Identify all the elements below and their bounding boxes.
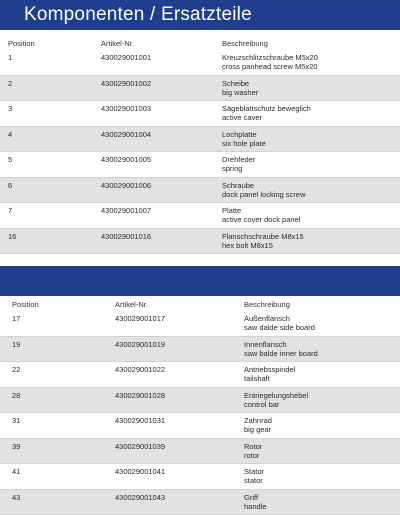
description-english: tailshaft xyxy=(244,374,270,383)
position-cell: 6 xyxy=(8,180,13,190)
article-number-cell: 430029001017 xyxy=(115,314,166,323)
table-row xyxy=(0,413,400,439)
description-german: Lochplatte xyxy=(222,129,257,139)
description-english: six hole plate xyxy=(222,138,266,148)
description-english: saw balde inner board xyxy=(244,348,318,358)
description-cell xyxy=(244,340,318,358)
description-cell xyxy=(244,467,264,485)
description-english: stator xyxy=(244,476,263,485)
description-cell xyxy=(222,79,258,97)
section-band xyxy=(0,266,400,296)
column-header-position: Position xyxy=(8,39,35,48)
description-german: Außenflansch xyxy=(244,314,290,323)
header-band xyxy=(0,0,400,30)
description-german: Zahnrad xyxy=(244,416,272,425)
article-number-cell: 430029001022 xyxy=(115,365,166,374)
table-row xyxy=(0,311,400,337)
description-cell xyxy=(222,232,304,250)
table-row xyxy=(0,203,400,229)
description-german: Schraube xyxy=(222,180,255,190)
page-title: Komponenten / Ersatzteile xyxy=(24,4,252,25)
description-cell xyxy=(244,493,267,511)
description-english: saw dalde side board xyxy=(244,323,315,332)
position-cell: 16 xyxy=(8,231,17,241)
description-german: Rotor xyxy=(244,441,263,451)
description-german: Drehfeder xyxy=(222,155,256,164)
description-german: Innenflansch xyxy=(244,339,287,349)
article-number-cell: 430029001019 xyxy=(115,339,166,349)
position-cell: 28 xyxy=(12,390,21,400)
article-number-cell: 430029001003 xyxy=(101,104,152,113)
table-row xyxy=(0,337,400,363)
description-english: handle xyxy=(244,501,267,511)
article-number-cell: 430029001039 xyxy=(115,441,166,451)
description-cell xyxy=(244,314,315,332)
table-header xyxy=(0,297,400,311)
position-cell: 31 xyxy=(12,416,21,425)
description-cell xyxy=(222,104,311,122)
description-german: Sägeblattschutz beweglich xyxy=(222,104,311,113)
row-divider xyxy=(0,253,400,254)
description-cell xyxy=(222,206,300,224)
article-number-cell: 430029001007 xyxy=(101,206,152,215)
parts-table-2 xyxy=(0,297,400,515)
table-row xyxy=(0,127,400,153)
description-english: active cover dock panel xyxy=(222,215,301,224)
description-cell xyxy=(222,181,305,199)
position-cell: 17 xyxy=(12,314,21,323)
article-number-cell: 430029001016 xyxy=(101,231,152,241)
table-row xyxy=(0,464,400,490)
article-number-cell: 430029001006 xyxy=(101,180,152,190)
position-cell: 22 xyxy=(12,365,21,374)
table-row xyxy=(0,229,400,255)
column-header-position: Position xyxy=(12,300,39,309)
table-row xyxy=(0,362,400,388)
table-row xyxy=(0,490,400,515)
table-row xyxy=(0,76,400,102)
position-cell: 1 xyxy=(8,53,13,62)
description-cell xyxy=(222,155,255,173)
parts-table-1 xyxy=(0,36,400,254)
description-english: dock panel locking screw xyxy=(222,189,306,199)
description-english: hex bolt M8x15 xyxy=(222,240,273,250)
table-row xyxy=(0,50,400,76)
table-header xyxy=(0,36,400,50)
description-cell xyxy=(244,365,295,383)
description-german: Griff xyxy=(244,492,259,502)
position-cell: 2 xyxy=(8,78,13,88)
description-german: Platte xyxy=(222,206,242,215)
table-body xyxy=(0,50,400,254)
article-number-cell: 430029001028 xyxy=(115,390,166,400)
description-english: active caver xyxy=(222,113,263,122)
description-english: control bar xyxy=(244,399,280,409)
position-cell: 41 xyxy=(12,467,21,476)
position-cell: 3 xyxy=(8,104,13,113)
description-german: Flanschschraube M8x15 xyxy=(222,231,304,241)
description-english: big washer xyxy=(222,87,259,97)
table-row xyxy=(0,178,400,204)
description-cell xyxy=(244,391,308,409)
article-number-cell: 430029001005 xyxy=(101,155,152,164)
position-cell: 4 xyxy=(8,129,13,139)
description-german: Antriebsspindel xyxy=(244,365,296,374)
article-number-cell: 430029001041 xyxy=(115,467,166,476)
column-header-article: Artikel-Nr. xyxy=(101,39,134,48)
column-header-description: Beschreibung xyxy=(222,39,268,48)
column-header-description: Beschreibung xyxy=(244,300,290,309)
description-cell xyxy=(222,53,318,71)
position-cell: 19 xyxy=(12,339,21,349)
description-german: Scheibe xyxy=(222,78,250,88)
description-english: big gear xyxy=(244,425,272,434)
table-row xyxy=(0,152,400,178)
description-cell xyxy=(222,130,266,148)
description-german: Entriegelungshebel xyxy=(244,390,309,400)
description-english: spring xyxy=(222,164,243,173)
description-german: Stator xyxy=(244,467,265,476)
position-cell: 5 xyxy=(8,155,13,164)
description-english: rotor xyxy=(244,450,260,460)
article-number-cell: 430029001001 xyxy=(101,53,152,62)
description-german: Kreuzschlitzschraube M5x20 xyxy=(222,53,318,62)
article-number-cell: 430029001002 xyxy=(101,78,152,88)
position-cell: 43 xyxy=(12,492,21,502)
table-body xyxy=(0,311,400,515)
table-row xyxy=(0,388,400,414)
position-cell: 39 xyxy=(12,441,21,451)
table-row xyxy=(0,101,400,127)
description-cell xyxy=(244,416,272,434)
article-number-cell: 430029001004 xyxy=(101,129,152,139)
column-header-article: Artikel-Nr. xyxy=(115,300,148,309)
description-cell xyxy=(244,442,262,460)
article-number-cell: 430029001043 xyxy=(115,492,166,502)
position-cell: 7 xyxy=(8,206,13,215)
description-english: cross panhead screw M5x20 xyxy=(222,62,318,71)
table-row xyxy=(0,439,400,465)
article-number-cell: 430029001031 xyxy=(115,416,166,425)
